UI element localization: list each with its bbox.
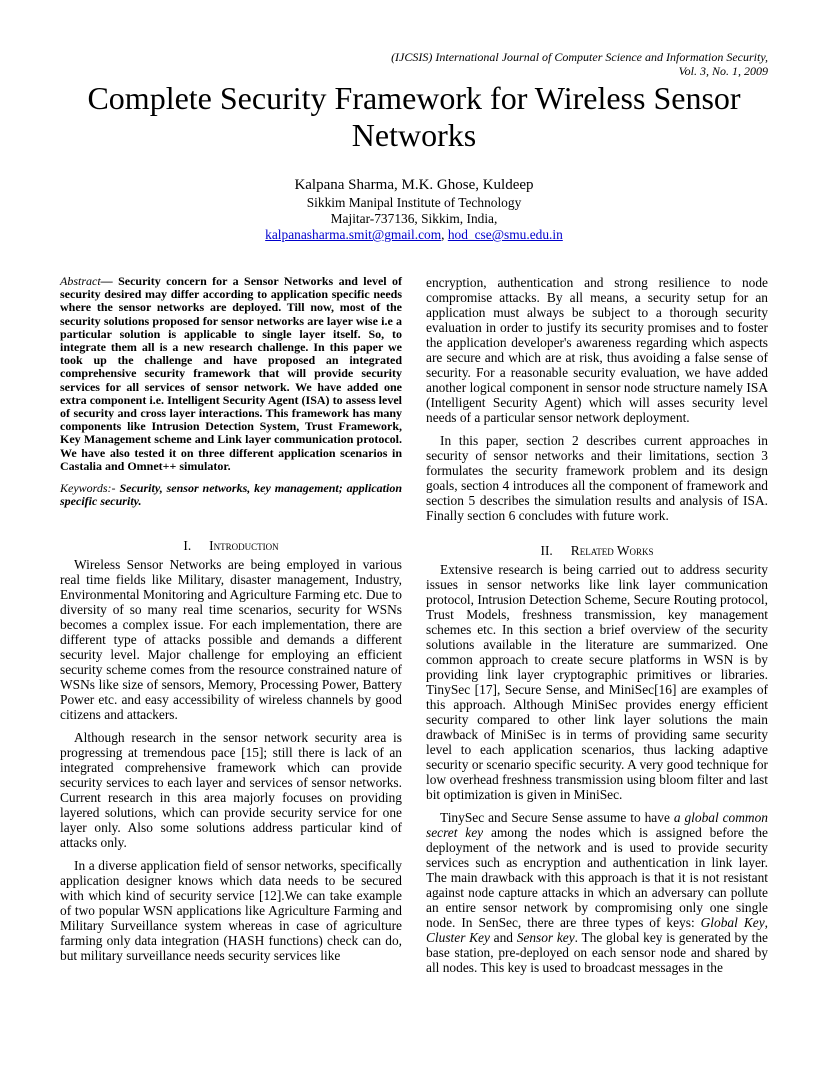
email-separator: , (441, 227, 448, 242)
section-heading-related-works (426, 543, 768, 558)
journal-volume: Vol. 3, No. 1, 2009 (678, 64, 768, 78)
institute-address: Majitar-737136, Sikkim, India, (330, 211, 498, 226)
emphasis-global-common-secret-key: a global common secret key (426, 810, 768, 840)
keywords-text: Security, sensor networks, key management; application specific security. (60, 481, 402, 509)
intro-paragraph: In this paper, section 2 describes current approaches in security of sensor networks and their limitations, section 3 formulates the security framework problem and its design goals, section 4 introduces all the component of framework and section 5 describes the simulation results and analysis of ISA. Finally section 6 concludes with future work. (426, 433, 768, 523)
journal-name: (IJCSIS) International Journal of Computer Science and Information Security, (391, 50, 768, 64)
intro-paragraph: Although research in the sensor network security area is progressing at tremendous pace [15]; still there is lack of an integrated comprehensive framework which can provide security services to each layer and services of sensor networks. Current research in this area majorly focuses on providing layered solutions, which can provide security service for one layer only. Also some solutions address particular kind of attacks only. (60, 730, 402, 851)
text-run: , (764, 915, 768, 930)
emphasis-sensor-key: Sensor key (516, 930, 575, 945)
affiliation-block (0, 195, 828, 243)
abstract-label: Abstract (60, 274, 101, 288)
emphasis-cluster-key: Cluster Key (426, 930, 490, 945)
left-column (60, 275, 402, 963)
intro-paragraph: In a diverse application field of sensor networks, specifically application designer knows which data needs to be secured with which kind of security service [12].We can take example of two popular WSN applications like Agriculture Farming and Military Surveillance system whereas in case of agriculture farming only data integration (HASH functions) check can do, but military surveillance needs security services like (60, 858, 402, 964)
email-link-2[interactable]: hod_cse@smu.edu.in (447, 227, 563, 242)
author-list: Kalpana Sharma, M.K. Ghose, Kuldeep (294, 177, 534, 193)
section-title: Related Works (570, 543, 654, 558)
section-number: II. (540, 543, 553, 558)
journal-header (391, 50, 768, 78)
text-run: . The global key is generated by the base station, pre-deployed on each sensor node and shared by all nodes. This key is used to broadcast messages in the (426, 930, 768, 975)
section-heading-introduction (60, 538, 402, 553)
intro-paragraph: Wireless Sensor Networks are being employed in various real time fields like Military, disaster management, Industry, Environmental Monitoring and Agriculture Farming etc. Due to diversity of so many real time scenarios, security for WSNs becomes a complex issue. For each implementation, there are different type of attacks possible and demands a different security level. Major challenge for employing an efficient security scheme comes from the resource constrained nature of WSNs like size of sensors, Memory, Processing Power, Battery Power etc. and easy accessibility of wireless channels by good citizens and attackers. (60, 557, 402, 723)
institute-name: Sikkim Manipal Institute of Technology (306, 195, 522, 210)
intro-continued-paragraph: encryption, authentication and strong resilience to node compromise attacks. By all means, a security setup for an application must always be subject to a thorough security evaluation in order to justify its security promises and to foster the application developer's awareness regarding which aspects are secure and which are at risk, thus avoiding a false sense of security. For a reasonable security evaluation, we have added another logical component in sensor node structure namely ISA (Intelligent Security Agent) which will asses security level needs of a particular sensor network deployment. (426, 275, 768, 425)
section-number: I. (183, 538, 192, 554)
tinysec-paragraph (426, 810, 768, 975)
emphasis-global-key: Global Key (700, 915, 765, 930)
paper-title: Complete Security Framework for Wireless Sensor Networks (87, 80, 741, 153)
right-column (426, 275, 768, 975)
related-paragraph: Extensive research is being carried out to address security issues in sensor networks like link layer communication protocol, Intrusion Detection Scheme, Secure Routing protocol, Trust Models, freshness transmission, key management schemes etc. In this section a brief overview of the security solutions available in the literature are summarized. One common approach to create secure platforms in WSN is by providing link layer cryptographic primitives or libraries. TinySec [17], Secure Sense, and MiniSec[16] are examples of this approach. Although MiniSec provides energy efficient security compared to other link layer solutions the main drawback of MiniSec is in terms of providing same security level to each application scenarios, thus lacking adaptive security or scenario specific security. A very good technique for low overhead freshness transmission using bloom filter and last bit optimization is given in MiniSec. (426, 562, 768, 802)
abstract-text: Security concern for a Sensor Networks and level of security desired may differ according to application specific needs where the sensor networks are deployed. Till now, most of the security solutions proposed for sensor networks are layer wise i.e a particular solution is applicable to single layer itself. So, to integrate them all is a new research challenge. In this paper we took up the challenge and have proposed an integrated comprehensive security framework that will provide security services for all services of sensor network. We have added one extra component i.e. Intelligent Security Agent (ISA) to assess level of security and cross layer interactions. This framework has many components like Intrusion Detection System, Trust Framework, Key Management scheme and Link layer communication protocol. We have also tested it on three different application scenarios in Castalia and Omnet++ simulator. (60, 274, 403, 473)
email-line (0, 227, 828, 243)
abstract-dash: — (100, 274, 119, 288)
text-run: and (489, 930, 517, 945)
email-link-1[interactable]: kalpanasharma.smit@gmail.com (265, 227, 442, 242)
abstract (60, 275, 402, 473)
keywords-label: Keywords:- (60, 481, 120, 496)
text-run: TinySec and Secure Sense assume to have (440, 810, 674, 825)
keywords (60, 482, 402, 508)
text-run: among the nodes which is assigned before the deployment of the network and is used to provide security services such as encryption and authentication in link layer. The main drawback with this approach is that it is not resistant against node capture attacks in which an adversary can pollute an entire sensor network by compromising only one single node. In SenSec, there are three types of keys: (426, 825, 768, 930)
section-title: Introduction (209, 538, 279, 554)
